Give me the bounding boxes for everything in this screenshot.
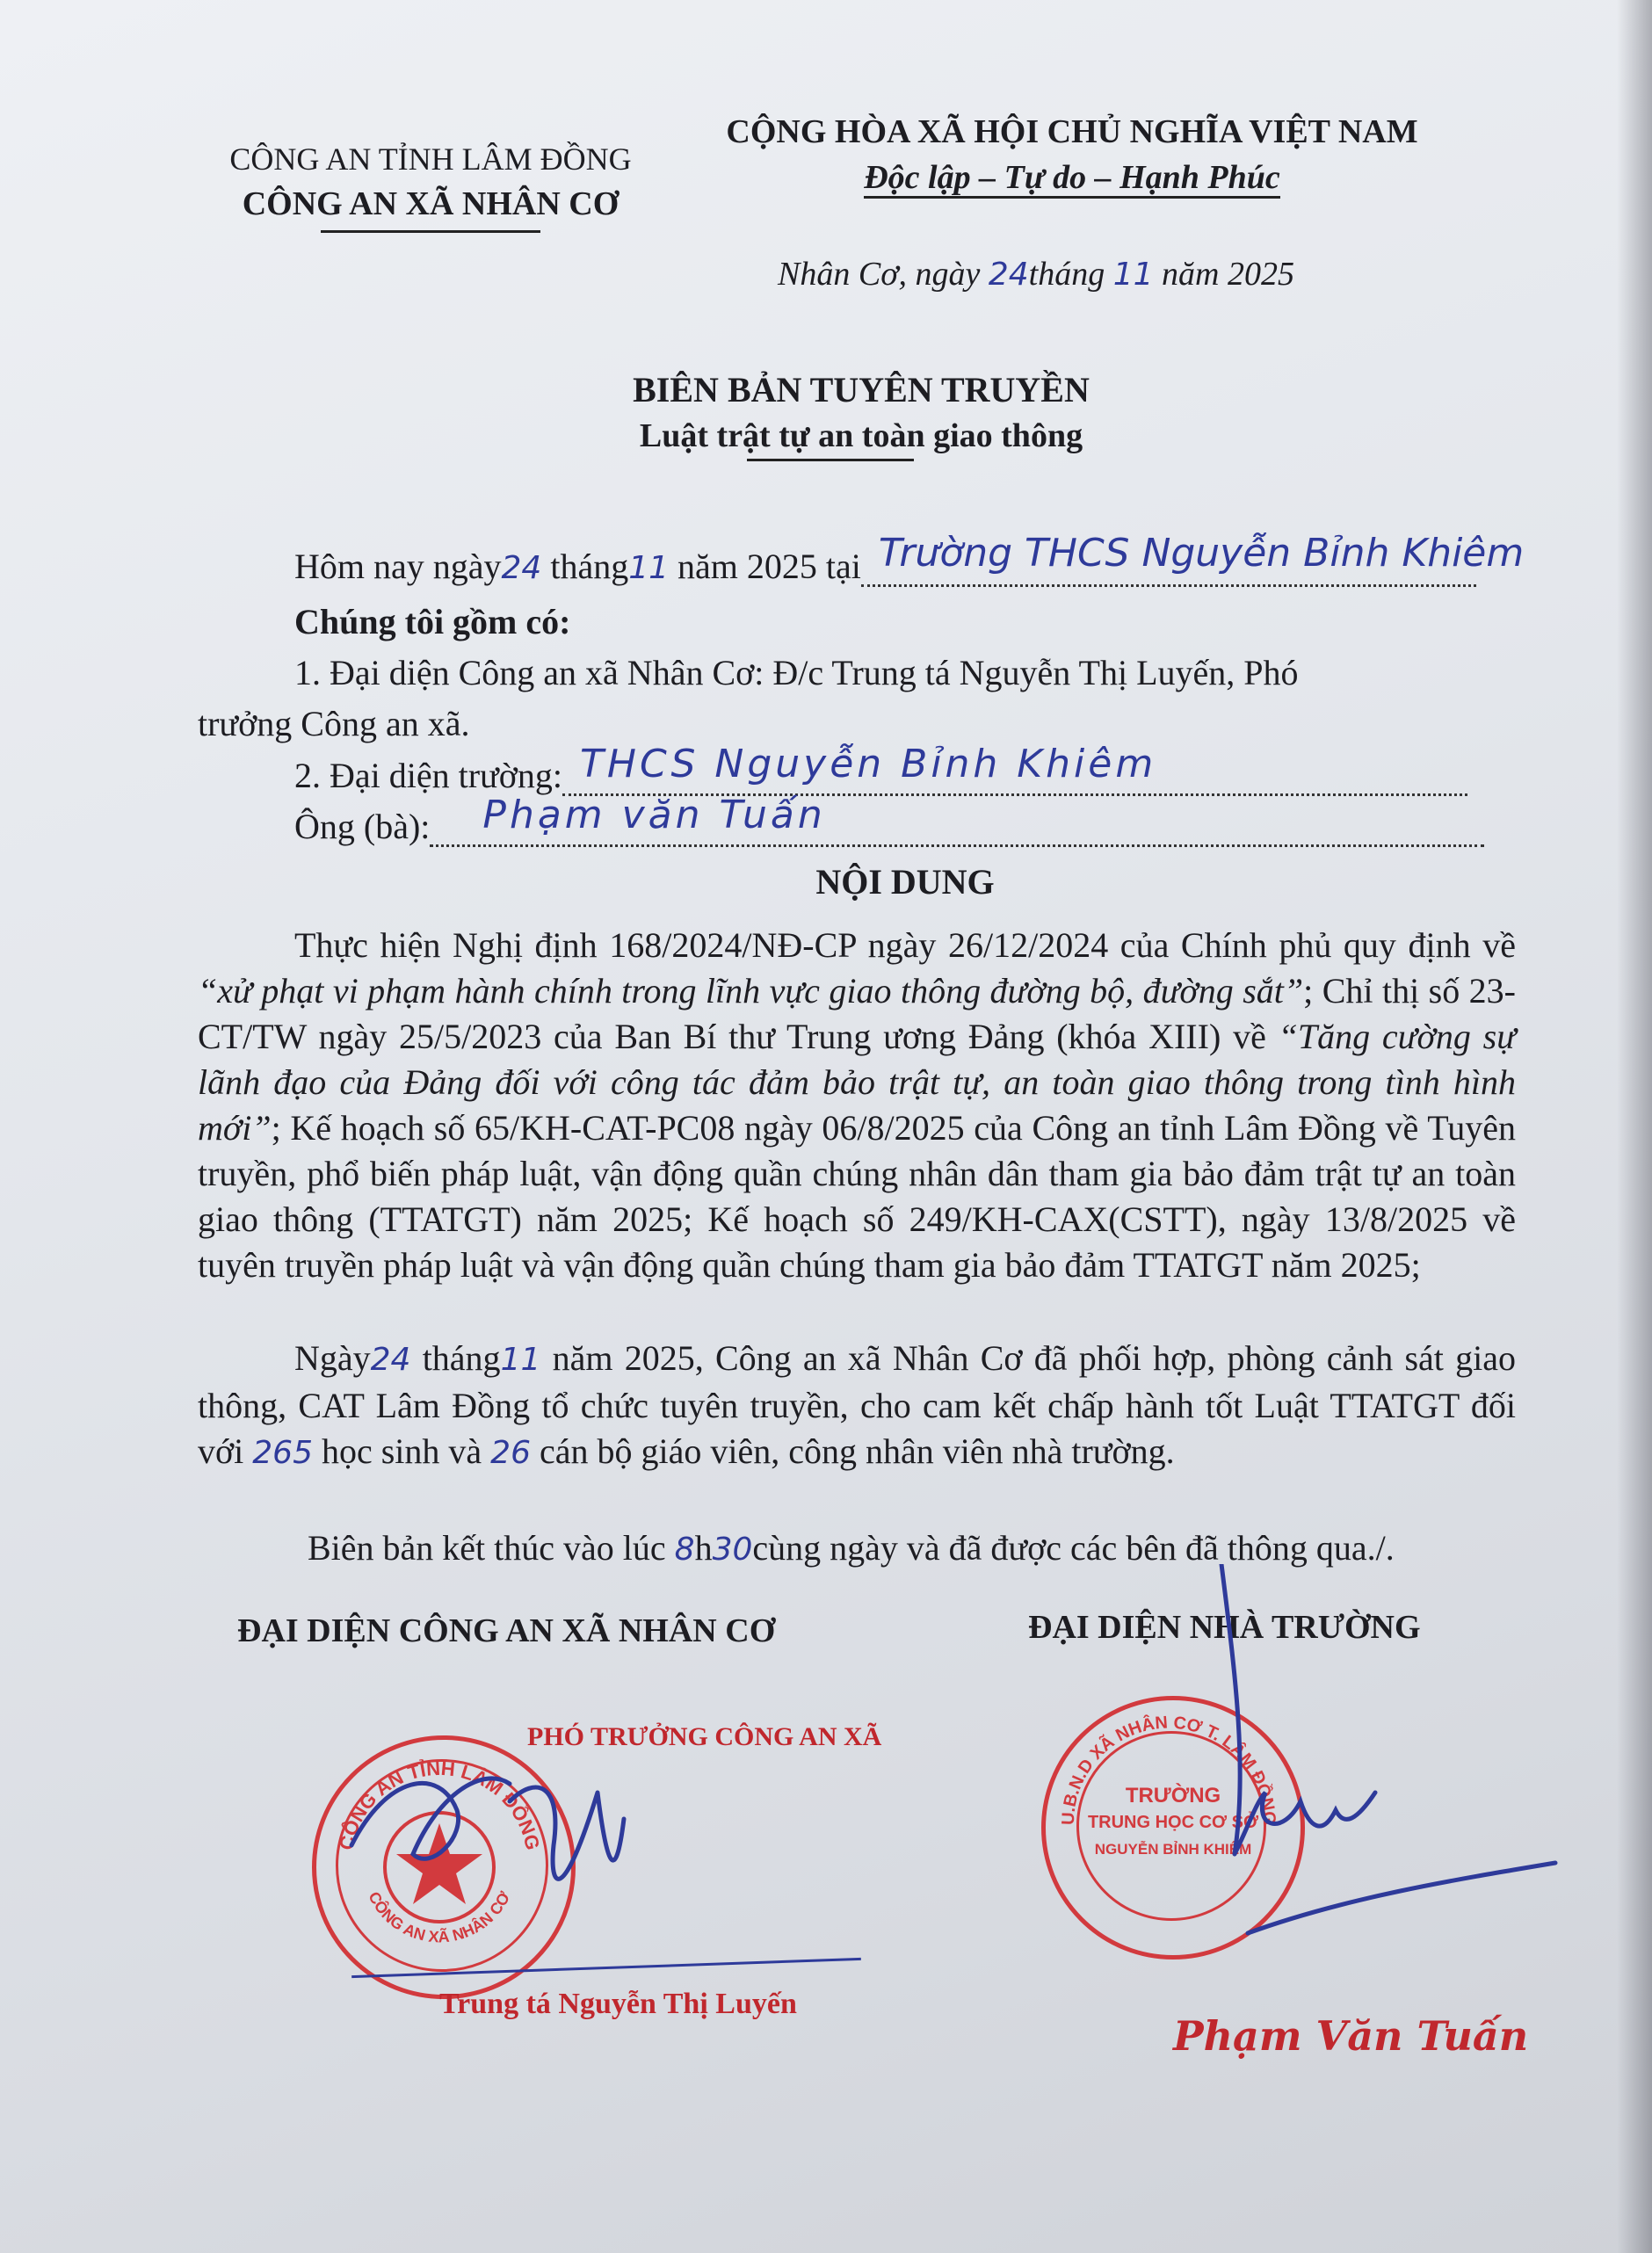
p1-sentence-1: Thực hiện Nghị định 168/2024/NĐ-CP ngày 26/12/2024 của Chính phủ quy: [294, 925, 1396, 965]
national-motto-text: Độc lập – Tự do – Hạnh Phúc: [864, 159, 1280, 199]
member-2-label: 2. Đại diện trường:: [294, 756, 562, 795]
intro-day: 24: [501, 550, 542, 586]
police-stamp-bottom-text: CÔNG AN XÃ NHÂN CƠ: [365, 1888, 514, 1946]
agency-parent: CÔNG AN TỈNH LÂM ĐỒNG: [229, 141, 632, 177]
date-prefix: Nhân Cơ, ngày: [778, 256, 981, 293]
paper-edge-shadow: [1617, 0, 1652, 2253]
p2-day: 24: [370, 1342, 411, 1378]
agency-underline: [321, 230, 540, 233]
school-signature: [1169, 1564, 1573, 1977]
member-1-line2: trưởng Công an xã.: [198, 704, 470, 743]
p3-suffix: cùng ngày và đã được các bên đã thông qua./.: [752, 1528, 1395, 1568]
document-title: BIÊN BẢN TUYÊN TRUYỀN: [633, 370, 1090, 409]
date-month-label: tháng: [1028, 256, 1105, 293]
date-line: [778, 255, 1294, 293]
intro-line: [294, 531, 1525, 590]
national-title: CỘNG HÒA XÃ HỘI CHỦ NGHĨA VIỆT NAM: [726, 113, 1418, 150]
date-year: năm 2025: [1162, 256, 1294, 293]
agency-name: CÔNG AN XÃ NHÂN CƠ: [242, 185, 620, 222]
p1-sentence-3: ; Chỉ thị số 23-CT/TW ngày 25/5/2023 của Ban Bí thư Trung ương Đảng (khóa XIII) về: [198, 971, 1516, 1056]
date-day: 24: [988, 257, 1029, 293]
document-subtitle: [492, 417, 1230, 455]
school-stamp-line1: TRƯỜNG: [1125, 1784, 1221, 1807]
p2-text-3: cán bộ giáo viên, công nhân viên nhà trường.: [539, 1431, 1175, 1471]
content-paragraph-2: [198, 1336, 1516, 1476]
intro-month-label: tháng: [550, 547, 629, 586]
left-signer-title: PHÓ TRƯỞNG CÔNG AN XÃ: [527, 1722, 882, 1751]
national-motto: [712, 158, 1432, 197]
member-2-value: THCS Nguyễn Bỉnh Khiêm: [580, 742, 1157, 786]
p2-prefix: Ngày: [294, 1338, 371, 1378]
members-heading: Chúng tôi gồm có:: [294, 602, 571, 641]
school-stamp-ring: U.B.N.D XÃ NHÂN CƠ T. LÂM ĐỒNG: [1058, 1713, 1279, 1826]
intro-prefix: Hôm nay ngày: [294, 547, 502, 586]
intro-place-field: [861, 531, 1525, 587]
p1-quote-2: “Tăng cường sự lãnh đạo của Đảng đối với công tác đảm bảo trật tự, an toàn giao thông trong tình hình mới”: [198, 1017, 1517, 1148]
p1-sentence-4: ; Kế hoạch số 65/KH-CAT-PC08 ngày 06/8/2025 của Công an tỉnh Lâm Đồng về Tuyên truyền, phổ biến pháp luật, vận động quần chúng nhân dân tham gia bảo đảm trật tự an toàn giao thông (TTATGT) năm 2025; Kế hoạch số 249/KH-CAX(CSTT), ngày 13/8/2025 về tuyên truyền pháp luật và vận động quần chúng tham gia bảo đảm TTATGT năm 2025;: [198, 1108, 1516, 1285]
subtitle-underline: [747, 459, 914, 461]
person-line: [294, 793, 1484, 851]
p2-month-label: tháng: [422, 1338, 501, 1378]
p2-students-count: 265: [252, 1435, 313, 1471]
p2-staff-count: 26: [490, 1435, 531, 1471]
intro-month: 11: [628, 550, 670, 586]
content-heading: NỘI DUNG: [815, 862, 995, 902]
p2-month: 11: [500, 1342, 541, 1378]
p3-minute: 30: [712, 1532, 753, 1568]
member-2-line: [294, 742, 1467, 800]
left-signature-heading: ĐẠI DIỆN CÔNG AN XÃ NHÂN CƠ: [237, 1612, 776, 1649]
date-month: 11: [1112, 257, 1154, 293]
member-2-field: [562, 742, 1467, 796]
person-field: [430, 793, 1484, 847]
p1-sentence-2: định về: [1408, 925, 1517, 965]
person-value: Phạm văn Tuấn: [482, 793, 826, 837]
police-signature: [334, 1740, 703, 1916]
police-stamp-top-text: CÔNG AN TỈNH LÂM ĐỒNG: [335, 1757, 544, 1852]
school-stamp-line3: NGUYỄN BỈNH KHIÊM: [1094, 1841, 1252, 1858]
school-stamp-line2: TRUNG HỌC CƠ SỞ: [1087, 1813, 1259, 1832]
left-signer-name: Trung tá Nguyễn Thị Luyến: [439, 1988, 797, 2020]
p2-text-1: năm 2025, Công an xã Nhân Cơ đã phối hợp, phòng cảnh sát giao thông, CAT Lâm Đồng tổ chức tuyên truyền, cho cam kết chấp hành tốt Luật TTATGT đối với: [198, 1338, 1516, 1471]
document-subtitle-text: Luật trật tự an toàn giao thông: [639, 417, 1083, 454]
p1-quote-1: “xử phạt vi phạm hành chính trong lĩnh vực giao thông đường bộ, đường sắt”: [198, 971, 1304, 1011]
person-label: Ông (bà):: [294, 807, 431, 846]
content-paragraph-1: [198, 923, 1516, 1288]
member-1-line1: 1. Đại diện Công an xã Nhân Cơ: Đ/c Trung tá Nguyễn Thị Luyến, Phó: [294, 653, 1299, 692]
p3-prefix: Biên bản kết thúc vào lúc: [308, 1528, 666, 1568]
intro-place: Trường THCS Nguyễn Bỉnh Khiêm: [878, 531, 1525, 576]
p3-h: h: [694, 1528, 713, 1568]
right-signature-heading: ĐẠI DIỆN NHÀ TRƯỜNG: [1028, 1609, 1421, 1646]
p2-text-2: học sinh và: [321, 1431, 482, 1471]
right-signer-name: Phạm Văn Tuấn: [1173, 2012, 1529, 2060]
content-paragraph-3: [308, 1527, 1395, 1568]
intro-year: năm 2025 tại: [677, 547, 861, 586]
p3-hour: 8: [674, 1532, 695, 1568]
